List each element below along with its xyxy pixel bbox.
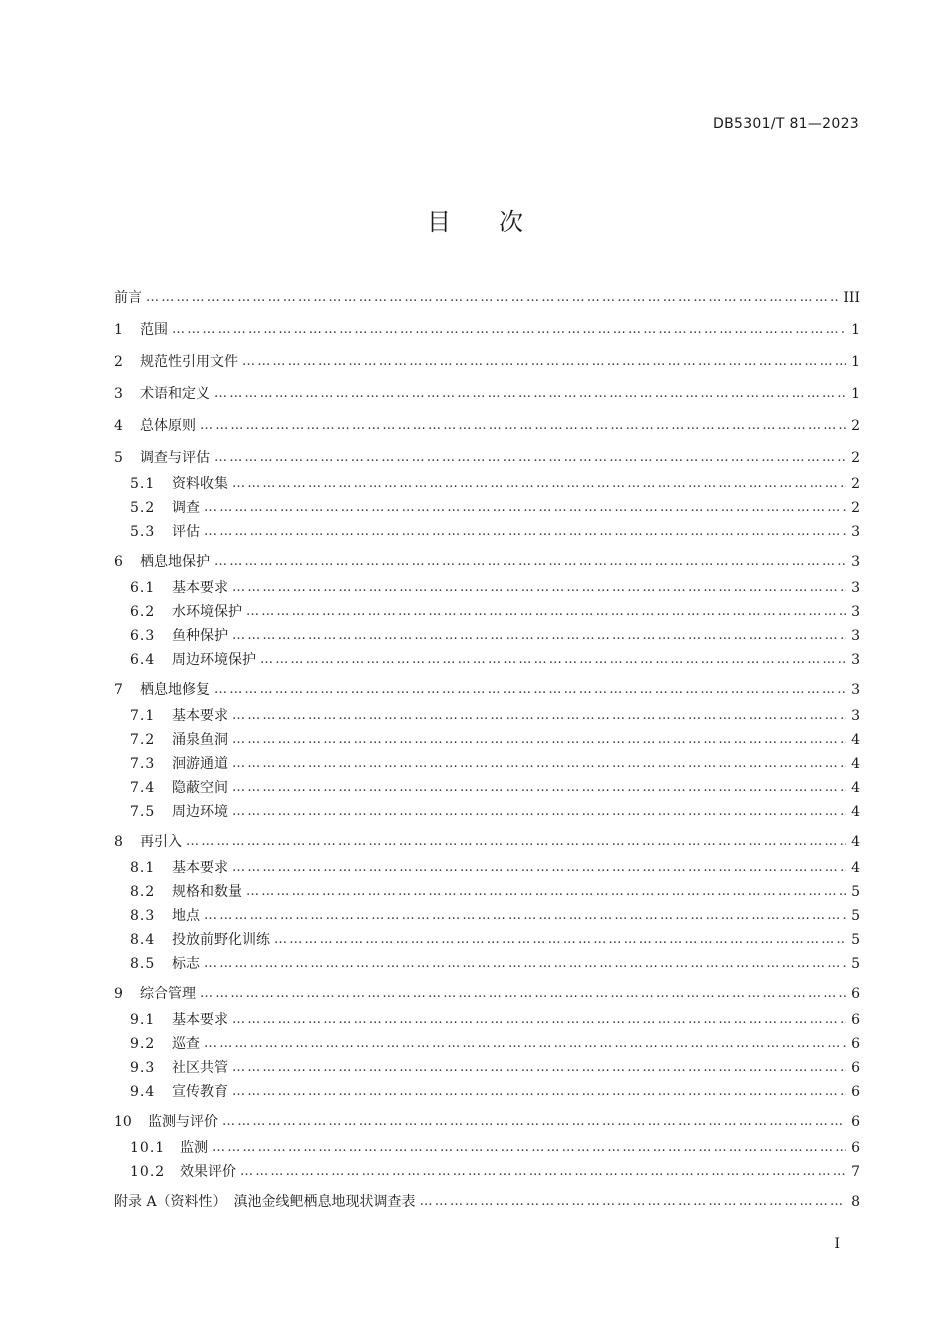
toc-leader-dots: [232, 778, 846, 798]
toc-entry-label: 标志: [172, 956, 200, 972]
toc-entry-number: 7.4: [130, 780, 156, 796]
toc-entry-label: 前言: [114, 290, 142, 306]
toc-entry-number: 5.1: [130, 476, 156, 492]
toc-entry-number: 7.2: [130, 732, 156, 748]
toc-entry-page: 1: [851, 354, 860, 370]
toc-entry-label: 监测与评价: [148, 1114, 218, 1130]
toc-entry-page: 4: [851, 834, 860, 850]
toc-entry-page: 2: [851, 476, 860, 492]
toc-entry-page: 1: [851, 386, 860, 402]
toc-entry-page: 6: [851, 1036, 860, 1052]
toc-entry-label: 综合管理: [140, 986, 196, 1002]
toc-entry[interactable]: [114, 984, 860, 1004]
toc-entry-number: 8.1: [130, 860, 156, 876]
toc-entry-number: 5.3: [130, 524, 156, 540]
toc-entry[interactable]: [114, 448, 860, 468]
toc-entry-number: 8.4: [130, 932, 156, 948]
toc-entry-label: 再引入: [140, 834, 182, 850]
toc-entry-page: 4: [851, 732, 860, 748]
toc-entry-page: 2: [851, 418, 860, 434]
toc-entry-page: 3: [851, 652, 860, 668]
toc-entry-page: 5: [851, 932, 860, 948]
toc-entry[interactable]: [114, 730, 860, 750]
toc-entry-label: 宣传教育: [172, 1084, 228, 1100]
toc-entry-number: 5: [114, 450, 123, 466]
toc-entry-page: 3: [851, 682, 860, 698]
toc-entry-page: 6: [851, 1060, 860, 1076]
toc-entry-number: 7.1: [130, 708, 156, 724]
toc-entry-number: 7: [114, 682, 123, 698]
toc-entry[interactable]: [114, 416, 860, 436]
toc-leader-dots: [204, 1034, 846, 1054]
toc-entry-number: 7.3: [130, 756, 156, 772]
toc-entry-page: 3: [851, 554, 860, 570]
toc-entry-page: 5: [851, 956, 860, 972]
toc-entry-page: 3: [851, 524, 860, 540]
toc-entry-page: 3: [851, 580, 860, 596]
toc-entry-number: 10.1: [130, 1140, 166, 1156]
toc-entry-number: 9.1: [130, 1012, 156, 1028]
toc-entry-page: 1: [851, 322, 860, 338]
toc-entry-page: 5: [851, 908, 860, 924]
toc-leader-dots: [146, 288, 839, 308]
toc-entry[interactable]: [114, 1112, 860, 1132]
toc-entry-page: 3: [851, 628, 860, 644]
toc-entry-label: 术语和定义: [140, 386, 210, 402]
toc-leader-dots: [212, 1138, 846, 1158]
toc-entry-page: 4: [851, 780, 860, 796]
toc-entry-number: 6.1: [130, 580, 156, 596]
toc-entry[interactable]: [114, 706, 860, 726]
toc-entry[interactable]: [114, 552, 860, 572]
toc-entry-number: 6.3: [130, 628, 156, 644]
toc-entry[interactable]: [114, 626, 860, 646]
toc-leader-dots: [232, 1082, 846, 1102]
toc-entry-label: 隐蔽空间: [172, 780, 228, 796]
toc-entry-page: 2: [851, 450, 860, 466]
toc-leader-dots: [200, 984, 846, 1004]
toc-leader-dots: [204, 522, 846, 542]
toc-entry[interactable]: [114, 474, 860, 494]
toc-entry-label: 地点: [172, 908, 200, 924]
toc-entry[interactable]: [114, 930, 860, 950]
toc-leader-dots: [232, 1058, 846, 1078]
toc-entry-page: 5: [851, 884, 860, 900]
toc-entry[interactable]: [114, 832, 860, 852]
toc-leader-dots: [232, 626, 846, 646]
toc-entry-label: 总体原则: [140, 418, 196, 434]
toc-entry[interactable]: [114, 578, 860, 598]
toc-entry-label: 调查: [172, 500, 200, 516]
toc-entry-number: 4: [114, 418, 123, 434]
toc-entry-number: 8.3: [130, 908, 156, 924]
toc-leader-dots: [232, 802, 846, 822]
toc-entry-page: III: [843, 290, 860, 306]
toc-entry-number: 10.2: [130, 1164, 166, 1180]
toc-leader-dots: [242, 352, 846, 372]
toc-entry-number: 6.2: [130, 604, 156, 620]
toc-entry[interactable]: [114, 602, 860, 622]
toc-entry-page: 4: [851, 804, 860, 820]
toc-entry[interactable]: [114, 1034, 860, 1054]
toc-entry[interactable]: [114, 522, 860, 542]
toc-entry-page: 6: [851, 1114, 860, 1130]
toc-entry[interactable]: [114, 858, 860, 878]
toc-entry[interactable]: [114, 906, 860, 926]
toc-entry-page: 2: [851, 500, 860, 516]
toc-entry-number: 9.4: [130, 1084, 156, 1100]
toc-leader-dots: [420, 1192, 846, 1212]
toc-entry-page: 4: [851, 860, 860, 876]
toc-entry-label: 周边环境: [172, 804, 228, 820]
toc-entry[interactable]: [114, 352, 860, 372]
toc-leader-dots: [232, 730, 846, 750]
toc-leader-dots: [240, 1162, 846, 1182]
toc-entry[interactable]: [114, 1082, 860, 1102]
toc-entry-label: 洄游通道: [172, 756, 228, 772]
toc-entry-number: 10: [114, 1114, 132, 1130]
toc-entry-label: 调查与评估: [140, 450, 210, 466]
toc-leader-dots: [172, 320, 846, 340]
toc-entry-label: 范围: [140, 322, 168, 338]
toc-entry[interactable]: [114, 1162, 860, 1182]
toc-leader-dots: [214, 384, 846, 404]
toc-entry-page: 6: [851, 1084, 860, 1100]
toc-entry-page: 3: [851, 708, 860, 724]
page-number: I: [834, 1236, 840, 1252]
toc-entry-number: 5.2: [130, 500, 156, 516]
document-code: DB5301/T 81—2023: [713, 116, 859, 132]
toc-entry[interactable]: [114, 1192, 860, 1212]
toc-leader-dots: [274, 930, 846, 950]
toc-entry[interactable]: [114, 882, 860, 902]
toc-entry-number: 1: [114, 322, 123, 338]
toc-leader-dots: [232, 1010, 846, 1030]
toc-entry-number: 9.2: [130, 1036, 156, 1052]
toc-leader-dots: [260, 650, 846, 670]
toc-leader-dots: [232, 754, 846, 774]
toc-leader-dots: [214, 448, 846, 468]
page-title: 目次: [427, 208, 571, 236]
toc-entry-label: 水环境保护: [172, 604, 242, 620]
toc-entry-number: 9: [114, 986, 123, 1002]
toc-leader-dots: [214, 680, 846, 700]
toc-leader-dots: [246, 882, 846, 902]
toc-entry[interactable]: [114, 1138, 860, 1158]
toc-entry-label: 效果评价: [180, 1164, 236, 1180]
toc-entry[interactable]: [114, 498, 860, 518]
toc-entry-label: 涌泉鱼洞: [172, 732, 228, 748]
toc-entry[interactable]: [114, 778, 860, 798]
toc-entry-label: 基本要求: [172, 708, 228, 724]
toc-leader-dots: [232, 706, 846, 726]
toc-leader-dots: [204, 954, 846, 974]
toc-leader-dots: [200, 416, 846, 436]
toc-entry-number: 8.5: [130, 956, 156, 972]
toc-entry[interactable]: [114, 288, 860, 308]
toc-entry-number: 8: [114, 834, 123, 850]
toc-entry-page: 3: [851, 604, 860, 620]
toc-entry-label: 周边环境保护: [172, 652, 256, 668]
toc-entry[interactable]: [114, 754, 860, 774]
toc-entry-number: 8.2: [130, 884, 156, 900]
toc-leader-dots: [204, 498, 846, 518]
toc-entry-label: 巡查: [172, 1036, 200, 1052]
toc-entry[interactable]: [114, 802, 860, 822]
toc-entry[interactable]: [114, 650, 860, 670]
toc-entry-label: 评估: [172, 524, 200, 540]
toc-entry-page: 7: [851, 1164, 860, 1180]
toc-entry-page: 6: [851, 1012, 860, 1028]
toc-leader-dots: [246, 602, 846, 622]
toc-entry[interactable]: [114, 320, 860, 340]
toc-leader-dots: [232, 474, 846, 494]
toc-entry-number: 3: [114, 386, 123, 402]
toc-entry-number: 7.5: [130, 804, 156, 820]
toc-entry[interactable]: [114, 680, 860, 700]
toc-leader-dots: [186, 832, 846, 852]
toc-leader-dots: [222, 1112, 846, 1132]
toc-entry[interactable]: [114, 384, 860, 404]
toc-entry-label: 基本要求: [172, 860, 228, 876]
toc-entry-number: 9.3: [130, 1060, 156, 1076]
toc-entry-number: 2: [114, 354, 123, 370]
toc-entry-page: 6: [851, 986, 860, 1002]
toc-leader-dots: [214, 552, 846, 572]
toc-leader-dots: [232, 578, 846, 598]
toc-entry-page: 6: [851, 1140, 860, 1156]
toc-entry-label: 基本要求: [172, 580, 228, 596]
toc-entry-label: 附录 A（资料性） 滇池金线鲃栖息地现状调查表: [114, 1194, 416, 1210]
toc-entry-page: 4: [851, 756, 860, 772]
toc-entry-label: 社区共管: [172, 1060, 228, 1076]
toc-entry-number: 6: [114, 554, 123, 570]
toc-entry-label: 投放前野化训练: [172, 932, 270, 948]
toc-entry-label: 规格和数量: [172, 884, 242, 900]
toc-entry-label: 鱼种保护: [172, 628, 228, 644]
toc-entry[interactable]: [114, 1010, 860, 1030]
toc-entry-label: 监测: [180, 1140, 208, 1156]
toc-entry-label: 栖息地保护: [140, 554, 210, 570]
toc-leader-dots: [204, 906, 846, 926]
toc-entry[interactable]: [114, 1058, 860, 1078]
toc-entry-label: 栖息地修复: [140, 682, 210, 698]
toc-leader-dots: [232, 858, 846, 878]
toc-entry-label: 规范性引用文件: [140, 354, 238, 370]
toc-entry-label: 资料收集: [172, 476, 228, 492]
toc-entry-number: 6.4: [130, 652, 156, 668]
toc-entry-page: 8: [851, 1194, 860, 1210]
toc-entry-label: 基本要求: [172, 1012, 228, 1028]
toc-entry[interactable]: [114, 954, 860, 974]
